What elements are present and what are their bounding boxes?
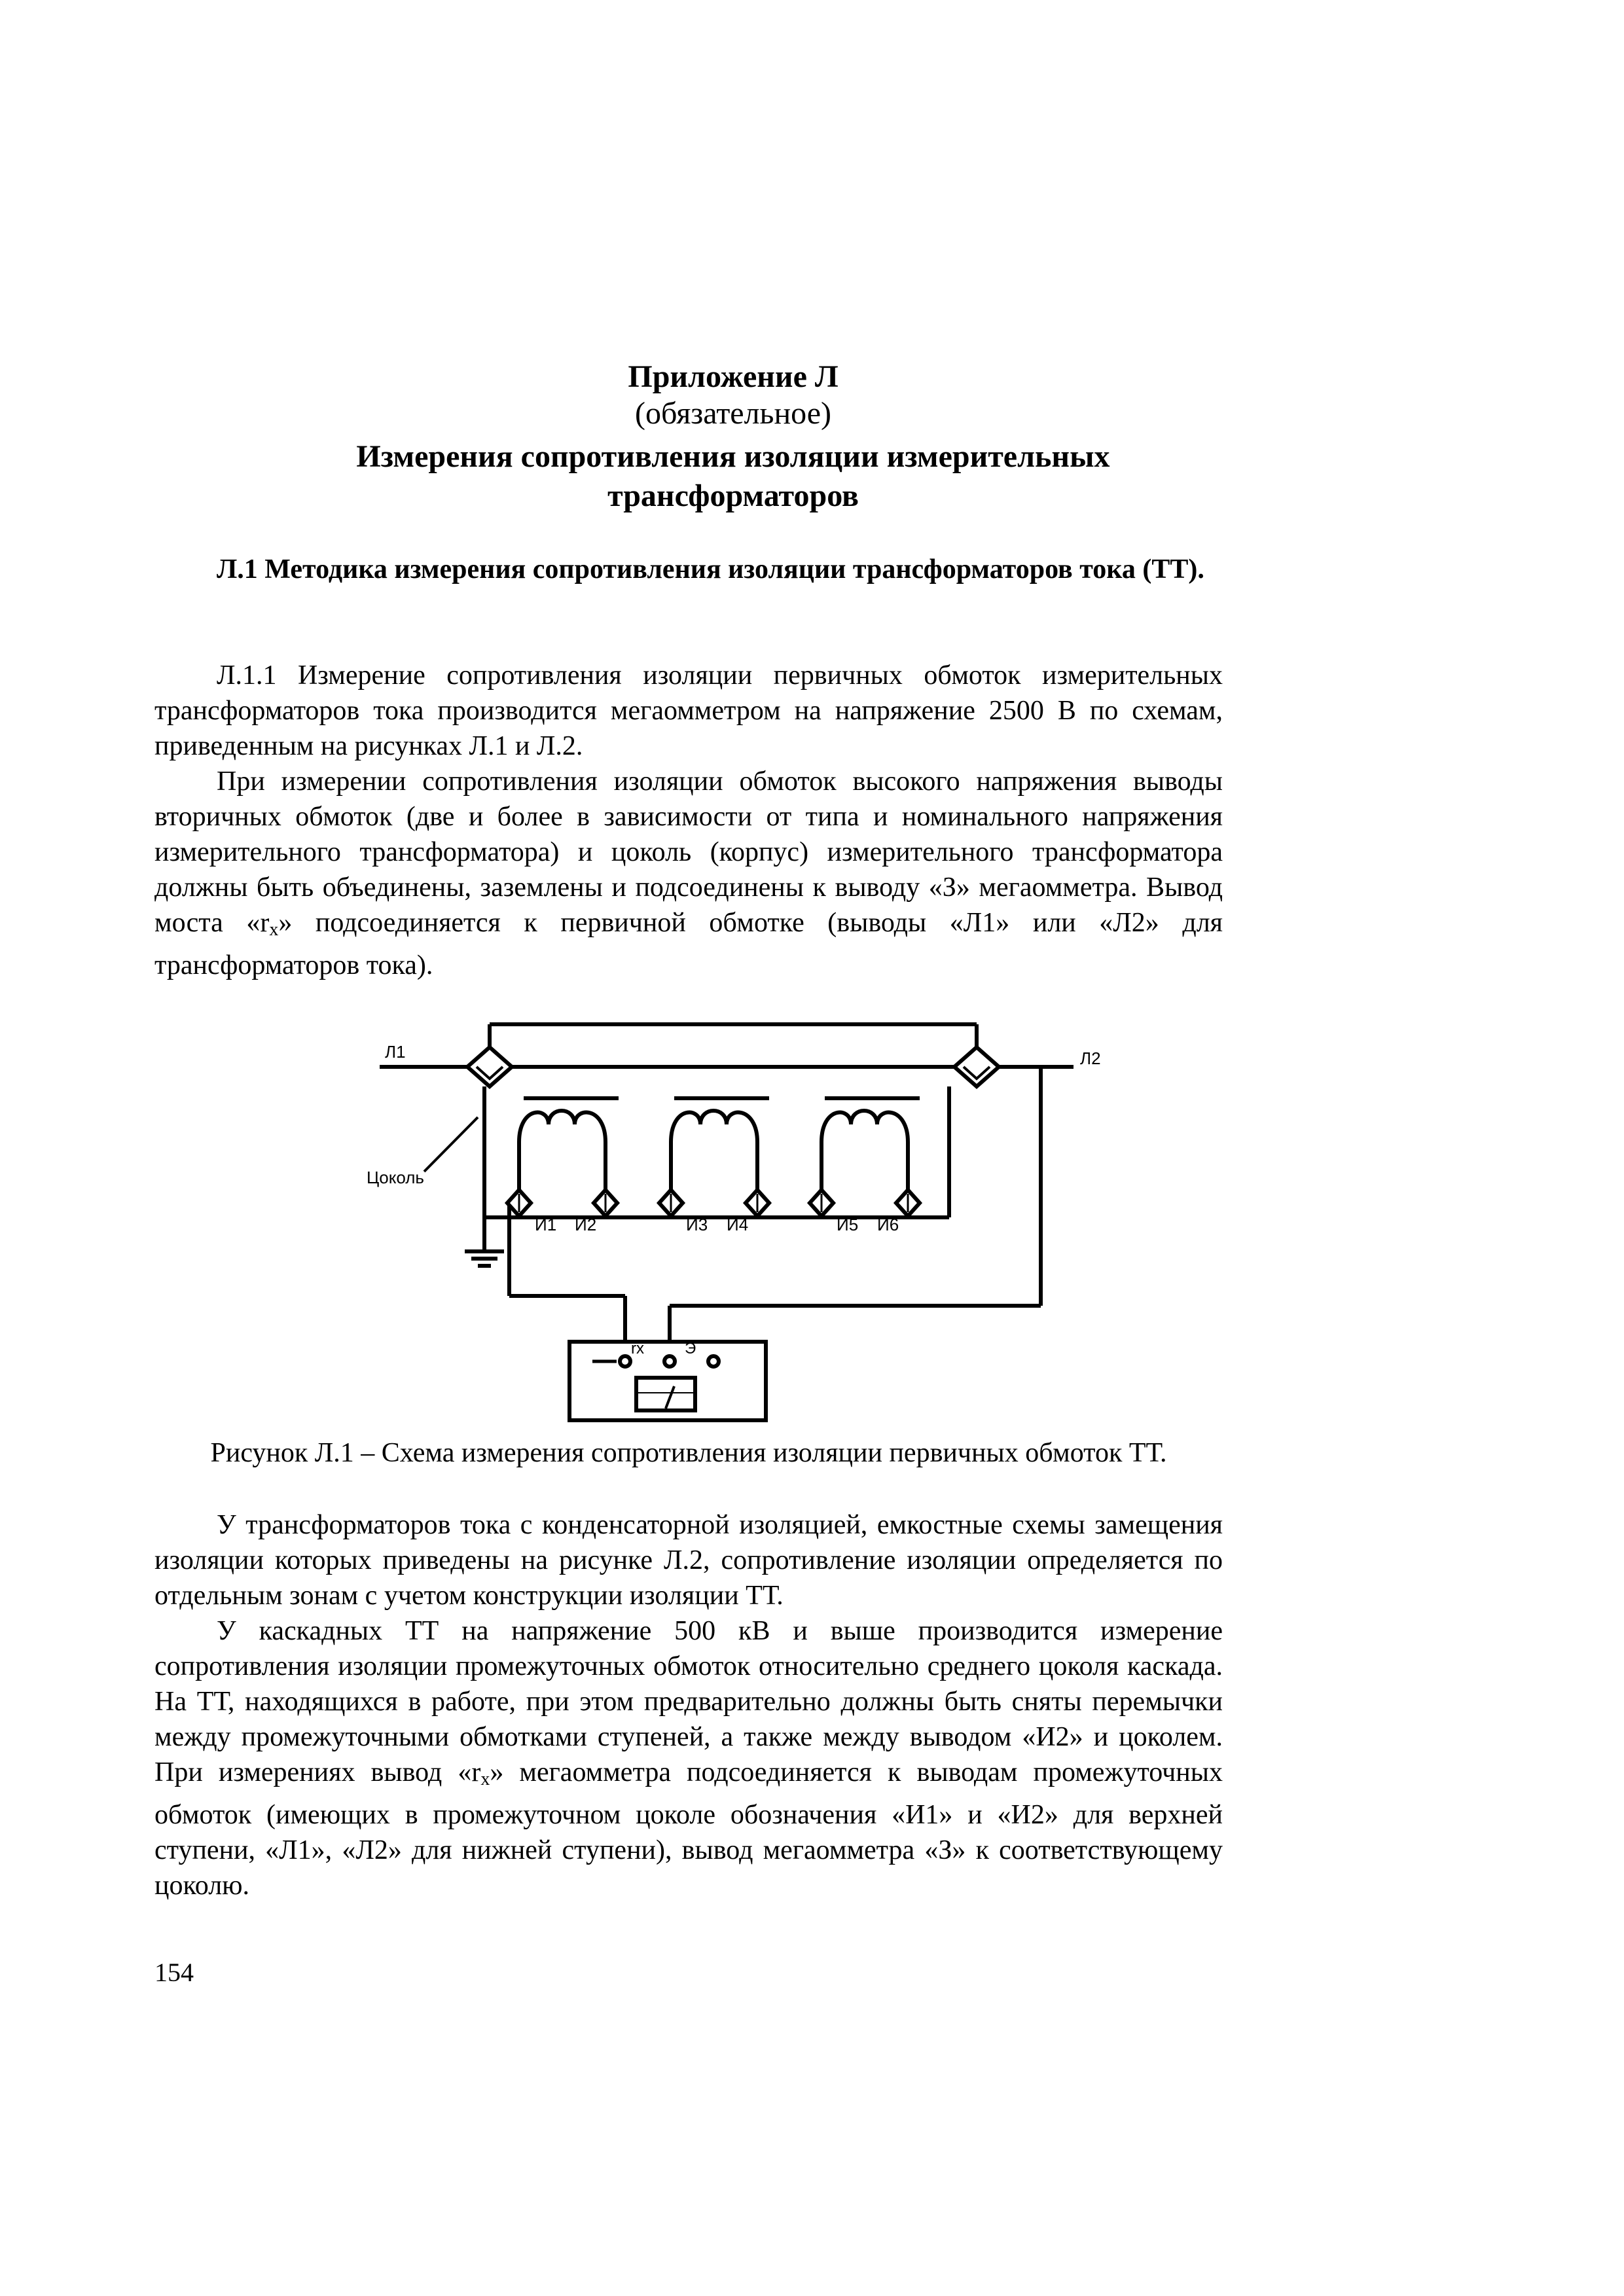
paragraph-3: У трансформаторов тока с конденсаторной изоляцией, емкостные схемы замещения изоляции которых приведены на рисунке Л.2, сопротивление изоляции определяется по отдельным зонам с учетом конструкции изоляции ТТ.: [154, 1510, 1223, 1611]
label-i5: И5: [837, 1215, 859, 1234]
label-i3: И3: [686, 1215, 708, 1234]
page-number: 154: [154, 1958, 194, 1987]
section-heading: Л.1 Методика измерения сопротивления изоляции трансформаторов тока (ТТ).: [217, 554, 1204, 584]
appendix-status: (обязательное): [635, 396, 831, 431]
label-rx: rx: [631, 1340, 644, 1357]
label-l2: Л2: [1080, 1049, 1101, 1068]
label-i6: И6: [877, 1215, 899, 1234]
label-i2: И2: [575, 1215, 597, 1234]
label-l1: Л1: [385, 1042, 406, 1062]
figure-diagram: [367, 1008, 1152, 1427]
paragraph-4: У каскадных ТТ на напряжение 500 кВ и выше производится измерение сопротивления изоляции промежуточных обмоток относительно среднего цоколя каскада. На ТТ, находящихся в работе, при этом предварительно должны быть сняты перемычки между промежуточными обмотками ступеней, а также между выводом «И2» и цоколем. При измерениях вывод «rx» мегаомметра подсоединяется к выводам промежуточных обмоток (имеющих в промежуточном цоколе обозначения «И1» и «И2» для верхней ступени, «Л1», «Л2» для нижней ступени), вывод мегаомметра «З» к соответствующему цоколю.: [154, 1616, 1223, 1901]
label-i1: И1: [535, 1215, 557, 1234]
figure-caption: Рисунок Л.1 – Схема измерения сопротивления изоляции первичных обмоток ТТ.: [210, 1438, 1167, 1468]
label-i4: И4: [727, 1215, 749, 1234]
appendix-title: Приложение Л: [628, 359, 839, 394]
paragraph-2: При измерении сопротивления изоляции обмоток высокого напряжения выводы вторичных обмоток (две и более в зависимости от типа и номинального напряжения измерительного трансформатора) и цоколь (корпус) измерительного трансформатора должны быть объединены, заземлены и подсоединены к выводу «З» мегаомметра. Вывод моста «rx» подсоединяется к первичной обмотке (выводы «Л1» или «Л2» для трансформаторов тока).: [154, 766, 1223, 980]
appendix-heading-line2: трансформаторов: [607, 478, 859, 513]
label-base: Цоколь: [367, 1168, 424, 1187]
paragraph-1: Л.1.1 Измерение сопротивления изоляции первичных обмоток измерительных трансформаторов тока производится мегаомметром на напряжение 2500 В по схемам, приведенным на рисунках Л.1 и Л.2.: [154, 660, 1223, 761]
label-e: Э: [685, 1340, 696, 1357]
appendix-heading-line1: Измерения сопротивления изоляции измерительных: [356, 439, 1110, 474]
